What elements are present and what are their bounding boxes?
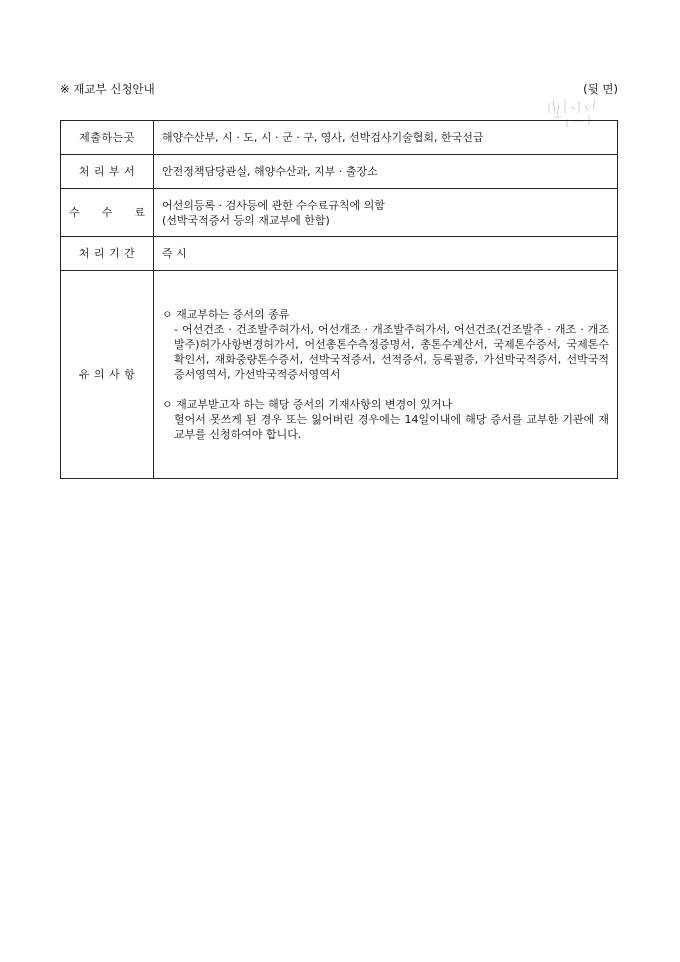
note-2-body: 헐어서 못쓰게 된 경우 또는 잃어버린 경우에는 14일이내에 해당 증서를 교부한 기관에 재교부를 신청하여야 합니다.	[174, 413, 609, 441]
value-period: 즉 시	[154, 237, 618, 271]
note-2-title: ㅇ 재교부받고자 하는 해당 증서의 기재사항의 변경이 있거나	[162, 398, 453, 411]
label-submit-to: 제출하는곳	[61, 121, 154, 155]
label-notes: 유 의 사 항	[61, 271, 154, 479]
value-submit-to: 해양수산부, 시 · 도, 시 · 군 · 구, 영사, 선박검사기술협회, 한국선급	[154, 121, 618, 155]
note-1-body: - 어선건조 · 건조발주허가서, 어선개조 · 개조발주허가서, 어선건조(건조발주 · 개조 · 개조발주)허가사항변경허가서, 어선총톤수측정증명서, 총톤수계산서, 국제톤수증서, 국제톤수확인서, 재화중량톤수증서, 선박국적증서, 선적증서, 등록필증, 가선박국적증서, 선박국적증서영역서, 가선박국적증서영역서	[174, 323, 609, 381]
notice-heading: ※ 재교부 신청안내	[60, 82, 155, 96]
fee-line-2: (선박국적증서 등의 재교부에 한함)	[162, 213, 330, 227]
row-notes	[61, 271, 618, 479]
label-period: 처 리 기 간	[61, 237, 154, 271]
row-submit-to	[61, 121, 618, 155]
guidance-table	[60, 120, 618, 479]
value-department: 안전정책담당관실, 해양수산과, 지부 · 출장소	[154, 155, 618, 189]
label-fee: 수 수 료	[61, 189, 154, 237]
fee-line-1: 어선의등록 · 검사등에 관한 수수료규칙에 의함	[162, 198, 385, 212]
page-side-label: (뒷 면)	[583, 82, 618, 96]
row-period	[61, 237, 618, 271]
row-fee	[61, 189, 618, 237]
value-notes	[154, 271, 618, 479]
label-department: 처 리 부 서	[61, 155, 154, 189]
row-department	[61, 155, 618, 189]
value-fee	[154, 189, 618, 237]
note-1-title: ㅇ 재교부하는 증서의 종류	[162, 308, 290, 321]
